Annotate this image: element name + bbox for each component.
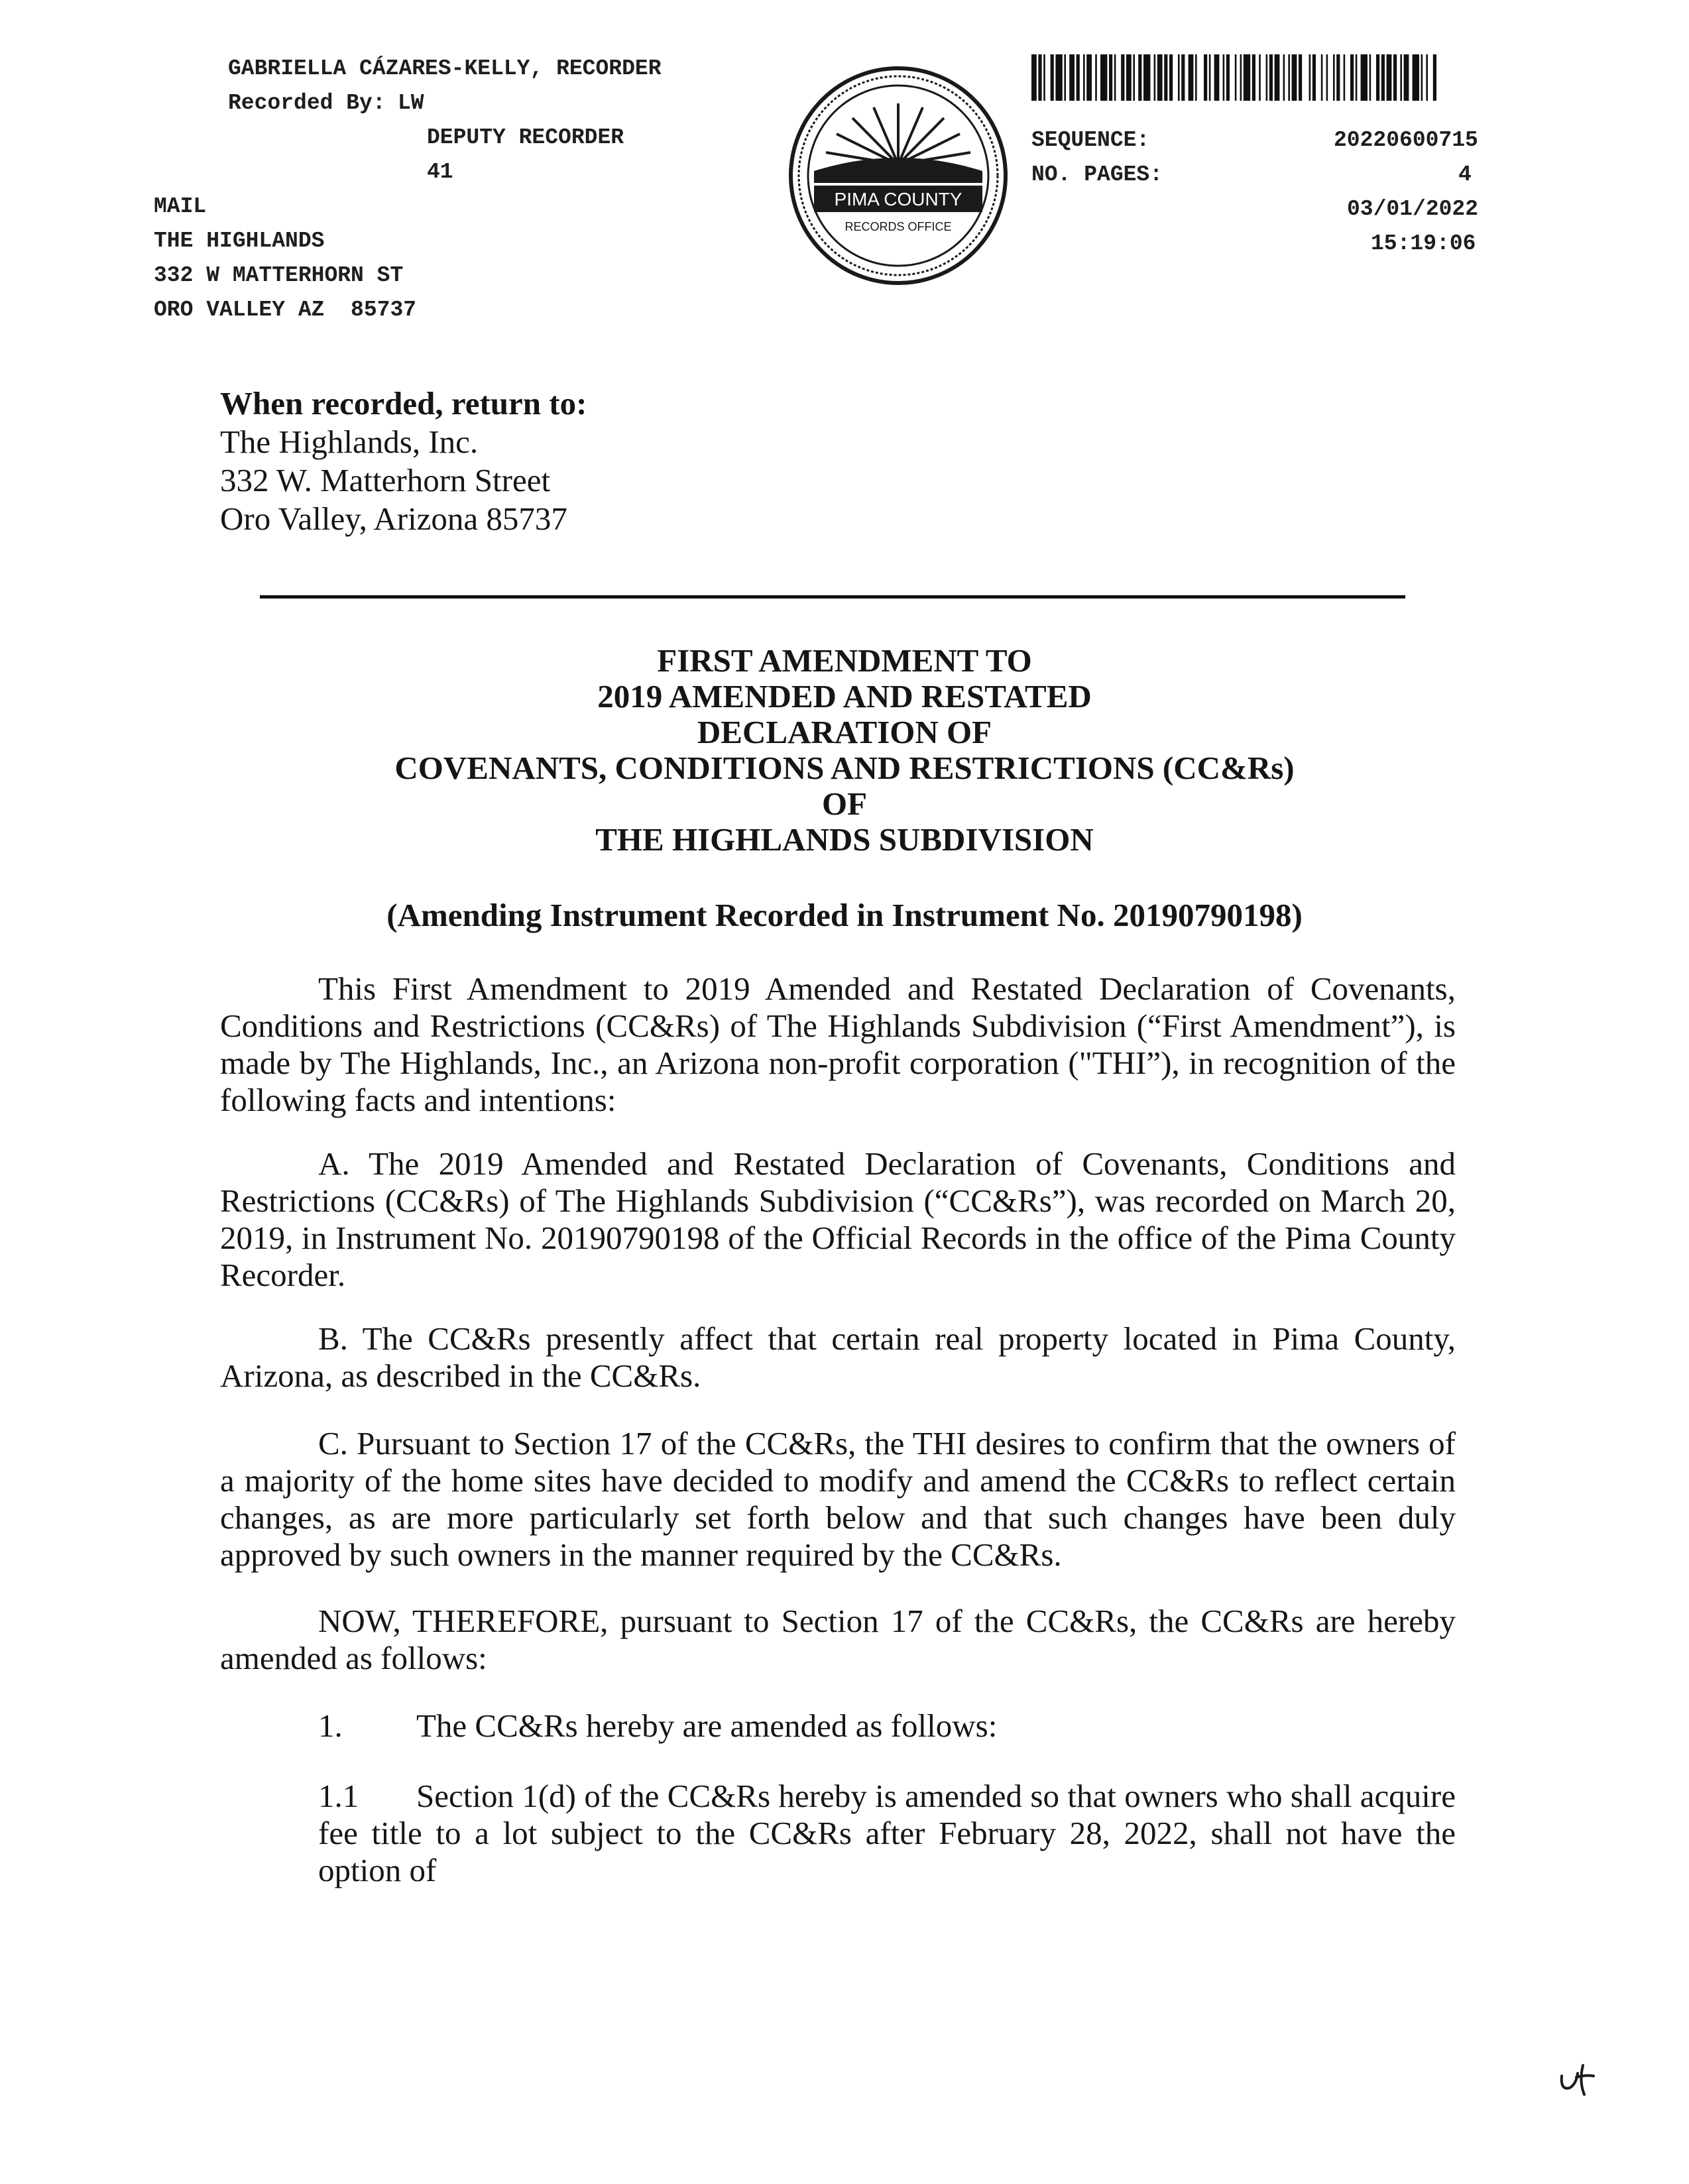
return-to-heading: When recorded, return to:	[220, 385, 587, 422]
barcode-bar	[1181, 54, 1185, 101]
barcode-bar	[1336, 54, 1340, 101]
barcode-bar	[1275, 54, 1280, 101]
barcode-bar	[1083, 54, 1085, 101]
handwritten-initial	[1556, 2061, 1596, 2098]
barcode-bar	[1361, 54, 1368, 101]
barcode-bar	[1069, 54, 1075, 101]
barcode-bar	[1055, 54, 1062, 101]
barcode-bar	[1169, 54, 1173, 101]
deputy-recorder: DEPUTY RECORDER	[427, 125, 624, 150]
pages-label: NO. PAGES:	[1031, 162, 1163, 187]
barcode-bar	[1126, 54, 1132, 101]
barcode-bar	[1226, 54, 1230, 101]
barcode-bar	[1121, 54, 1124, 101]
title-line: COVENANTS, CONDITIONS AND RESTRICTIONS (CC&Rs)	[394, 750, 1295, 786]
return-to-line: The Highlands, Inc.	[220, 424, 479, 460]
recital-a: A. The 2019 Amended and Restated Declaration of Covenants, Conditions and Restrictions (CC&Rs) of The Highlands Subdivision (“CC&Rs”), was recorded on March 20, 2019, in Instrument No. 20190790198 of the Official Records in the office of the Pima County Recorder.	[220, 1145, 1456, 1293]
title-line: OF	[821, 785, 868, 822]
barcode-bar	[1235, 54, 1237, 101]
barcode-bar	[1244, 54, 1250, 101]
mail-label: MAIL	[154, 194, 207, 219]
barcode-bar	[1195, 54, 1197, 101]
divider-rule	[260, 595, 1405, 599]
barcode-bar	[1259, 54, 1261, 101]
barcode-bar	[1157, 54, 1163, 101]
mail-line: ORO VALLEY AZ 85737	[154, 298, 417, 322]
recorded-by-label: Recorded By:	[228, 91, 386, 115]
barcode-bar	[1413, 54, 1419, 101]
barcode-bar	[1312, 54, 1316, 101]
amendment-item	[318, 1707, 1456, 1745]
barcode-bar	[1404, 54, 1409, 101]
barcode-bar	[1350, 54, 1354, 101]
barcode-bar	[1178, 54, 1180, 101]
barcode-bar	[1369, 54, 1371, 101]
deputy-number: 41	[427, 160, 453, 184]
now-therefore-paragraph: NOW, THEREFORE, pursuant to Section 17 of the CC&Rs, the CC&Rs are hereby amended as follows:	[220, 1603, 1456, 1676]
barcode-bar	[1109, 54, 1112, 101]
barcode-bar	[1214, 54, 1220, 101]
pages-value: 4	[1458, 162, 1472, 187]
item-number: 1.	[318, 1707, 343, 1744]
item-number: 1.1	[318, 1778, 359, 1814]
barcode-bar	[1381, 54, 1385, 101]
barcode-bar	[1240, 54, 1242, 101]
recorder-name: GABRIELLA CÁZARES-KELLY, RECORDER	[228, 56, 662, 81]
pima-county-seal	[787, 65, 1009, 286]
return-to-block	[220, 384, 587, 538]
barcode-bar	[1154, 54, 1156, 101]
barcode-bar	[1204, 54, 1207, 101]
barcode-bar	[1344, 54, 1346, 101]
barcode-bar	[1077, 54, 1080, 101]
recording-date: 03/01/2022	[1347, 197, 1479, 221]
barcode-bar	[1269, 54, 1273, 101]
title-line: DECLARATION OF	[697, 714, 992, 750]
barcode-bar	[1133, 54, 1135, 101]
barcode-bar	[1038, 54, 1041, 101]
item-text: The CC&Rs hereby are amended as follows:	[416, 1707, 998, 1744]
barcode-bar	[1333, 54, 1335, 101]
barcode-bar	[1266, 54, 1268, 101]
barcode-bar	[1252, 54, 1255, 101]
barcode-bar	[1393, 54, 1397, 101]
barcode-bar	[1356, 54, 1358, 101]
barcode-bar	[1064, 54, 1066, 101]
barcode-bar	[1299, 54, 1302, 101]
barcode-bar	[1421, 54, 1423, 101]
recording-time: 15:19:06	[1371, 231, 1476, 256]
barcode-bar	[1086, 54, 1092, 101]
recital-b: B. The CC&Rs presently affect that certain real property located in Pima County, Arizona, as described in the CC&Rs.	[220, 1320, 1456, 1394]
item-text: Section 1(d) of the CC&Rs hereby is amended so that owners who shall acquire fee title to a lot subject to the CC&Rs after February 28, 2022, shall not have the option of	[318, 1778, 1456, 1888]
barcode-bar	[1138, 54, 1141, 101]
barcode-bar	[1433, 54, 1436, 101]
sequence-label: SEQUENCE:	[1031, 128, 1150, 152]
barcode-bar	[1209, 54, 1211, 101]
amending-instrument-line: (Amending Instrument Recorded in Instrument No. 20190790198)	[386, 897, 1303, 933]
mail-line: THE HIGHLANDS	[154, 229, 325, 253]
barcode-bar	[1400, 54, 1402, 101]
barcode-bar	[1288, 54, 1290, 101]
barcode-bar	[1143, 54, 1150, 101]
barcode-bar	[1031, 54, 1037, 101]
barcode-bar	[1321, 54, 1323, 101]
barcode-bar	[1114, 54, 1116, 101]
barcode-bar	[1100, 54, 1107, 101]
seal-subtitle: RECORDS OFFICE	[844, 220, 952, 233]
barcode-bar	[1387, 54, 1392, 101]
mail-line: 332 W MATTERHORN ST	[154, 263, 404, 288]
barcode-bar	[1309, 54, 1311, 101]
return-to-line: 332 W. Matterhorn Street	[220, 462, 551, 498]
title-line: 2019 AMENDED AND RESTATED	[597, 678, 1092, 715]
barcode-bar	[1426, 54, 1428, 101]
barcode-bar	[1043, 54, 1045, 101]
barcode-bar	[1223, 54, 1225, 101]
seal-title: PIMA COUNTY	[834, 189, 962, 209]
barcode-bar	[1095, 54, 1097, 101]
barcode-bar	[1292, 54, 1297, 101]
barcode-bar	[1283, 54, 1285, 101]
barcode-bar	[1051, 54, 1054, 101]
document-title	[0, 643, 1689, 858]
barcode-bar	[1189, 54, 1194, 101]
recital-c: C. Pursuant to Section 17 of the CC&Rs, the THI desires to confirm that the owners of a majority of the home sites have decided to modify and amend the CC&Rs to reflect certain changes, as are more particularly set forth below and that such changes have been duly approved by such owners in the manner required by the CC&Rs.	[220, 1425, 1456, 1573]
barcode-bar	[1376, 54, 1379, 101]
barcode	[1031, 54, 1477, 101]
sequence-value: 20220600715	[1334, 128, 1478, 152]
intro-paragraph: This First Amendment to 2019 Amended and Restated Declaration of Covenants, Conditions and Restrictions (CC&Rs) of The Highlands Subdivision (“First Amendment”), is made by The Highlands, Inc., an Arizona non-profit corporation ("THI”), in recognition of the following facts and intentions:	[220, 970, 1456, 1118]
barcode-bar	[1326, 54, 1328, 101]
title-line: THE HIGHLANDS SUBDIVISION	[595, 821, 1094, 858]
barcode-bar	[1164, 54, 1167, 101]
title-line: FIRST AMENDMENT TO	[657, 642, 1032, 679]
amendment-item	[318, 1778, 1456, 1889]
recorded-by-value: LW	[398, 91, 424, 115]
return-to-line: Oro Valley, Arizona 85737	[220, 500, 567, 537]
